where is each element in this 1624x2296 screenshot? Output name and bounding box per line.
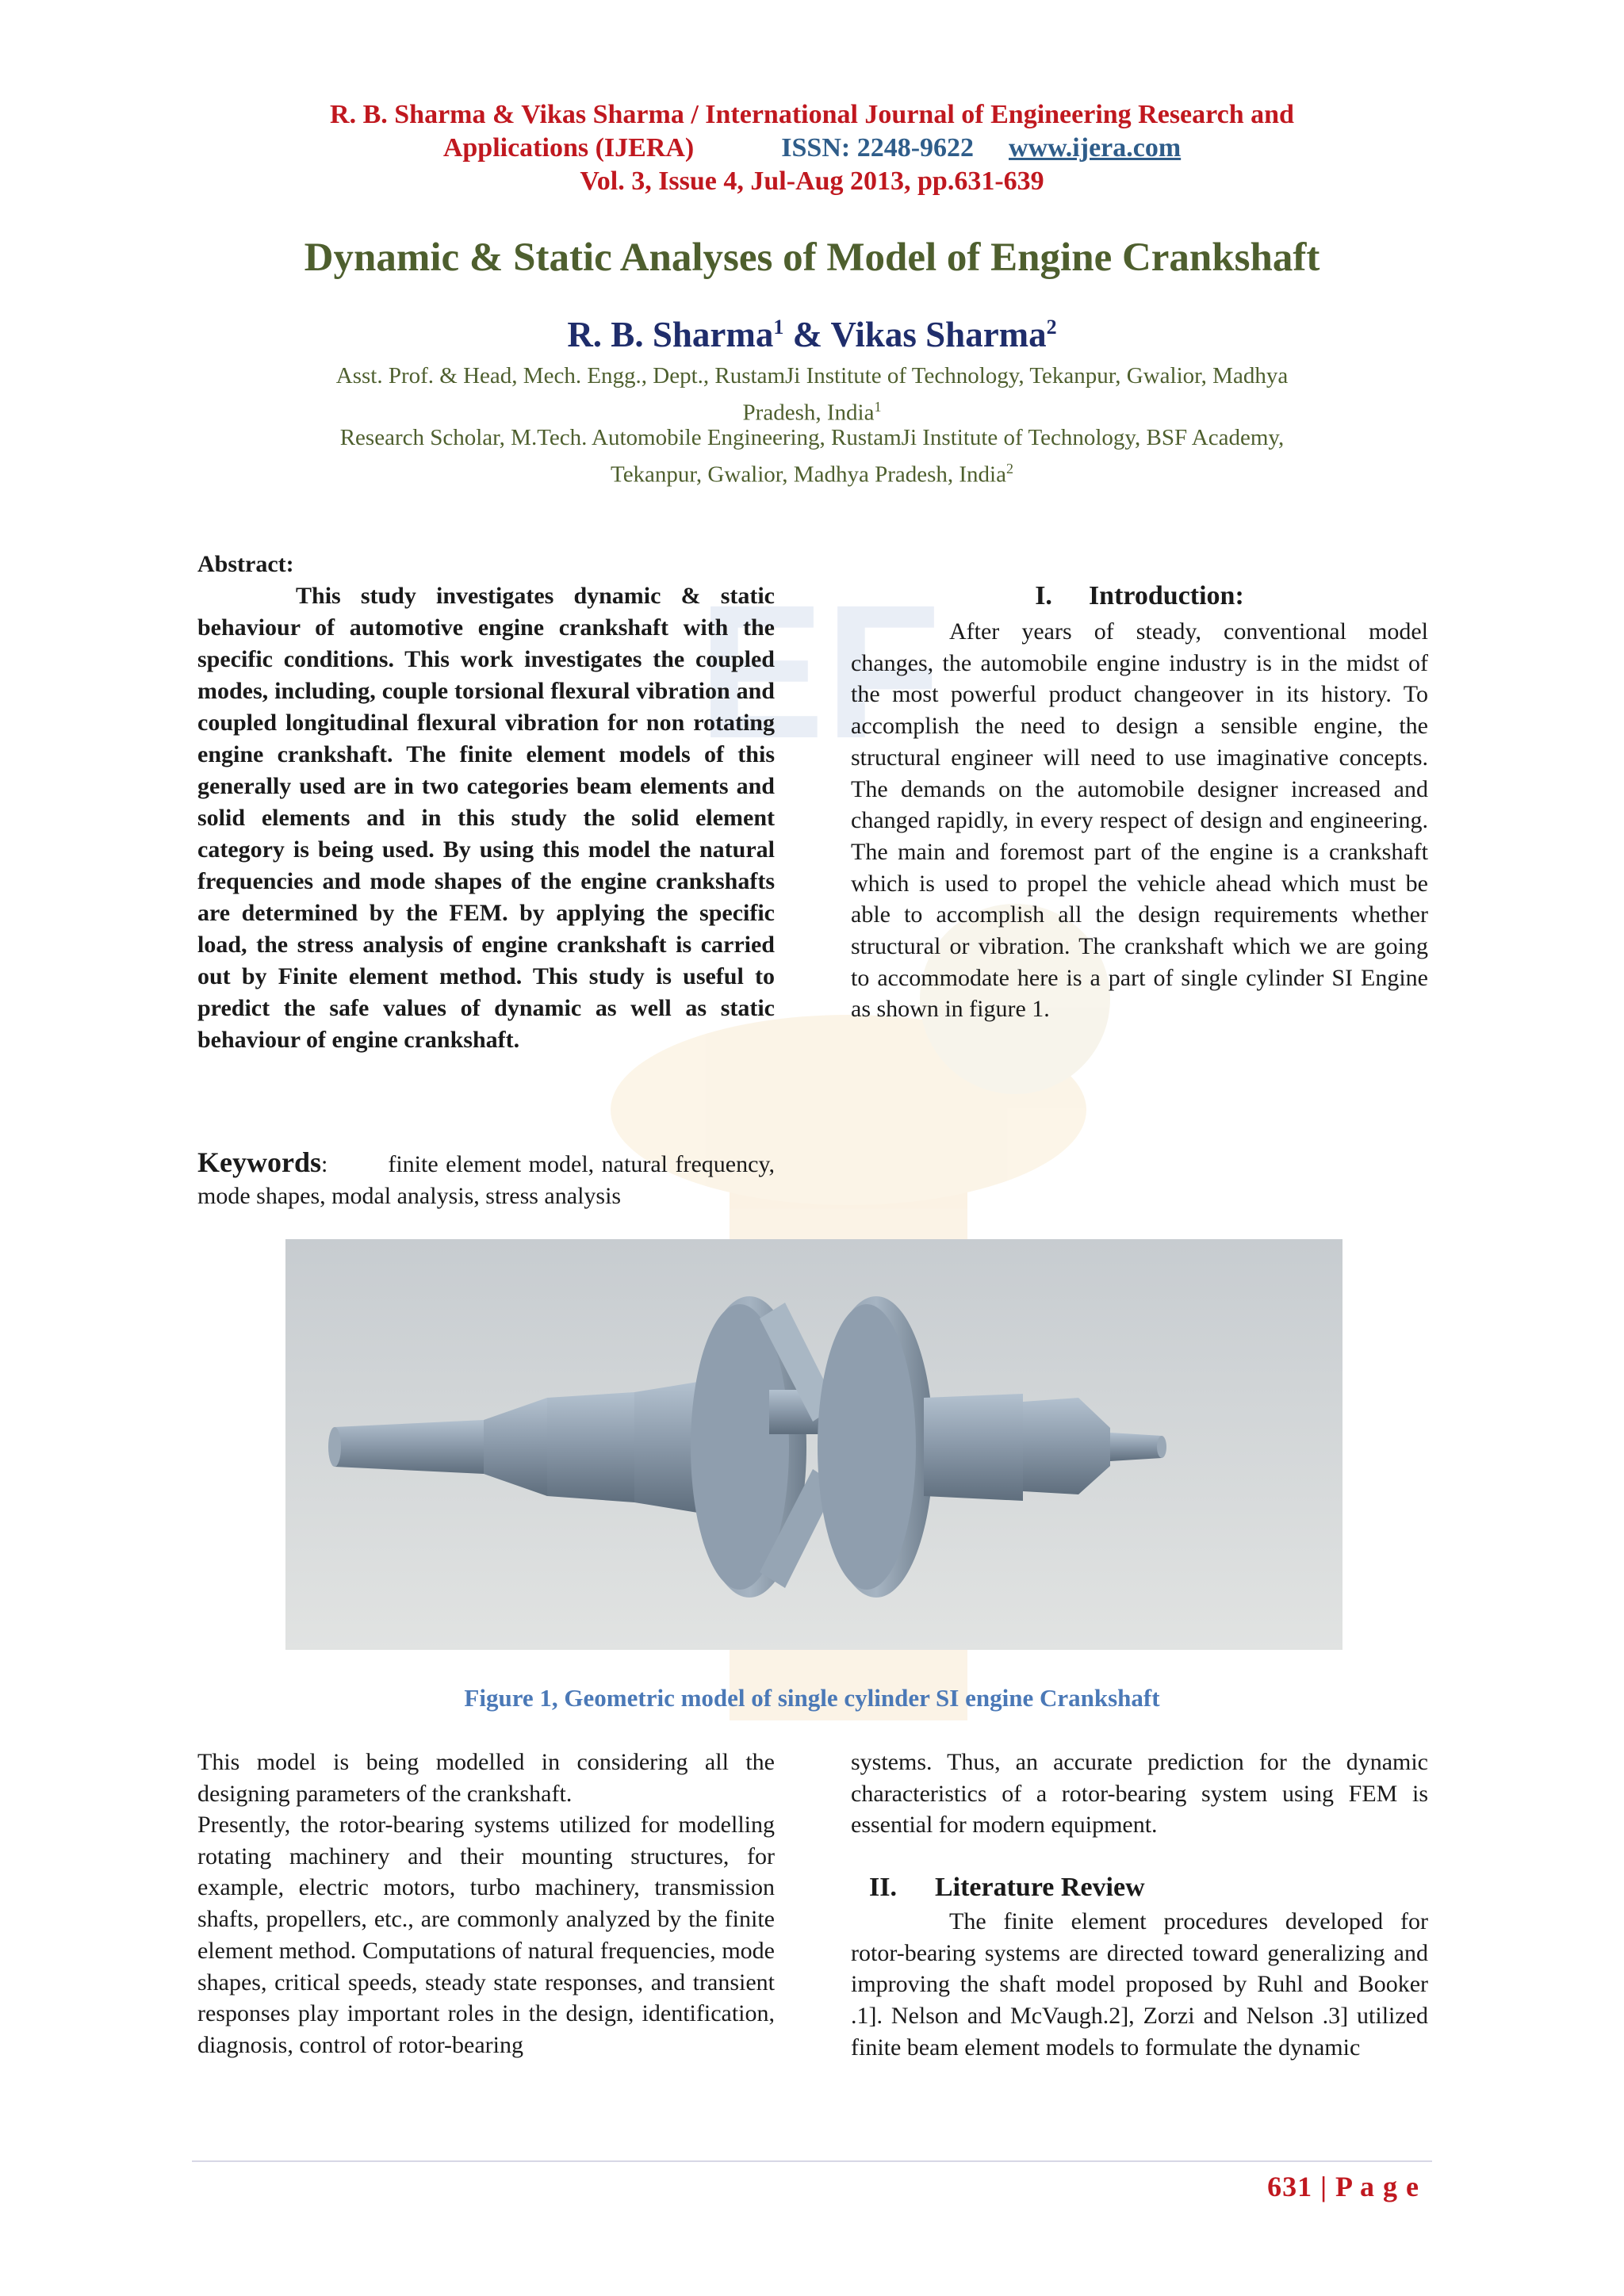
section-literature-heading — [869, 1873, 1424, 1903]
crankshaft-render — [285, 1239, 1342, 1650]
abstract-text: This study investigates dynamic & static behaviour of automotive engine crankshaft with the specific conditions. This work investigates the coupled modes, including, couple torsional flexural vibration and coupled longitudinal flexural vibration for non rotating engine crankshaft. The finite element models of this generally used are in two categories beam elements and solid elements and in this study the solid element category is being used. By using this model the natural frequencies and mode shapes of the engine crankshafts are determined by the FEM. by applying the specific load, the stress analysis of engine crankshaft is carried out by Finite element method. This study is useful to predict the safe values of dynamic as well as static behaviour of engine crankshaft. — [197, 583, 775, 1053]
introduction-text: After years of steady, conventional model changes, the automobile engine industry is in the midst of the most powerful product changeover in its history. To accomplish the need to design a sensible engine, the structural engineer will need to use imaginative concepts. The demands on the automobile designer increased and changed rapidly, in every respect of design and engineering. The main and foremost part of the engine is a crankshaft which is used to propel the vehicle ahead which must be able to accomplish all the design requirements whether structural or vibration. The crankshaft which we are going to accommodate here is a part of single cylinder SI Engine as shown in figure 1. — [851, 618, 1428, 1023]
author-2: Vikas Sharma — [830, 315, 1047, 354]
section-literature-number: II. — [869, 1873, 897, 1902]
journal-volume-info: Vol. 3, Issue 4, Jul-Aug 2013, pp.631-639 — [580, 166, 1044, 196]
issn: ISSN: 2248-9622 — [781, 133, 975, 163]
section-introduction-heading — [851, 581, 1428, 611]
affiliation-1 — [0, 361, 1624, 429]
journal-header-line1: R. B. Sharma & Vikas Sharma / International Journal of Engineering Research and — [330, 100, 1294, 129]
left-bottom-paragraph-2: Presently, the rotor-bearing systems utilized for modelling rotating machinery and their mounting structures, for example, electric motors, turbo machinery, transmission shafts, propellers, etc., are commonly analyzed by the finite element method. Computations of natural frequencies, mode shapes, critical speeds, steady state responses, and transient responses play important roles in the design, identification, diagnosis, control of rotor-bearing — [197, 1812, 775, 2058]
footer-divider — [192, 2160, 1432, 2162]
journal-name-tail: Applications (IJERA) — [442, 133, 695, 163]
keywords-text: finite element model, natural frequency, mode shapes, modal analysis, stress analysis — [197, 1151, 775, 1209]
affiliation-1-line2: Pradesh, India$^1$ — [742, 399, 882, 426]
section-literature-title: Literature Review — [934, 1873, 1145, 1902]
author-connector: & — [783, 315, 831, 354]
figure-1-caption: Figure 1, Geometric model of single cylinder SI engine Crankshaft — [464, 1684, 1160, 1712]
section-introduction-number: I. — [1035, 581, 1052, 610]
affiliation-2 — [0, 423, 1624, 491]
keywords-label: Keywords — [197, 1146, 321, 1178]
author-2-mark: 2 — [1046, 316, 1057, 339]
keywords — [197, 1147, 775, 1211]
author-1-mark: 1 — [773, 316, 784, 339]
keywords-colon: : — [321, 1151, 328, 1177]
author-1: R. B. Sharma — [567, 315, 774, 354]
paper-authors — [0, 314, 1624, 355]
figure-1-crankshaft-image — [285, 1239, 1342, 1650]
paper-title: Dynamic & Static Analyses of Model of Engine Crankshaft — [304, 235, 1320, 280]
affiliation-1-line1: Asst. Prof. & Head, Mech. Engg., Dept., RustamJi Institute of Technology, Tekanpur, Gwalior, Madhya — [335, 363, 1289, 388]
journal-website-link[interactable]: www.ijera.com — [1009, 133, 1182, 163]
abstract-label: Abstract: — [197, 551, 294, 577]
right-bottom-paragraph-1: systems. Thus, an accurate prediction for the dynamic characteristics of a rotor-bearing system using FEM is essential for modern equipment. — [851, 1749, 1428, 1839]
left-bottom-paragraph-1: This model is being modelled in considering all the designing parameters of the crankshaft. — [197, 1749, 775, 1807]
affiliation-2-line2: Tekanpur, Gwalior, Madhya Pradesh, India$^2$ — [611, 461, 1013, 488]
svg-text:EF: EF — [698, 565, 941, 778]
journal-header-line2 — [0, 132, 1624, 165]
page-number: 631 | P a g e — [1267, 2171, 1419, 2202]
literature-review-text: The finite element procedures developed for rotor-bearing systems are directed toward generalizing and improving the shaft model proposed by Ruhl and Booker .1]. Nelson and McVaugh.2], Zorzi and Nelson .3] utilized finite beam element models to formulate the dynamic — [851, 1908, 1428, 2061]
section-introduction-title: Introduction: — [1088, 581, 1244, 610]
affiliation-2-line1: Research Scholar, M.Tech. Automobile Engineering, RustamJi Institute of Technology, BSF Academy, — [339, 425, 1285, 450]
